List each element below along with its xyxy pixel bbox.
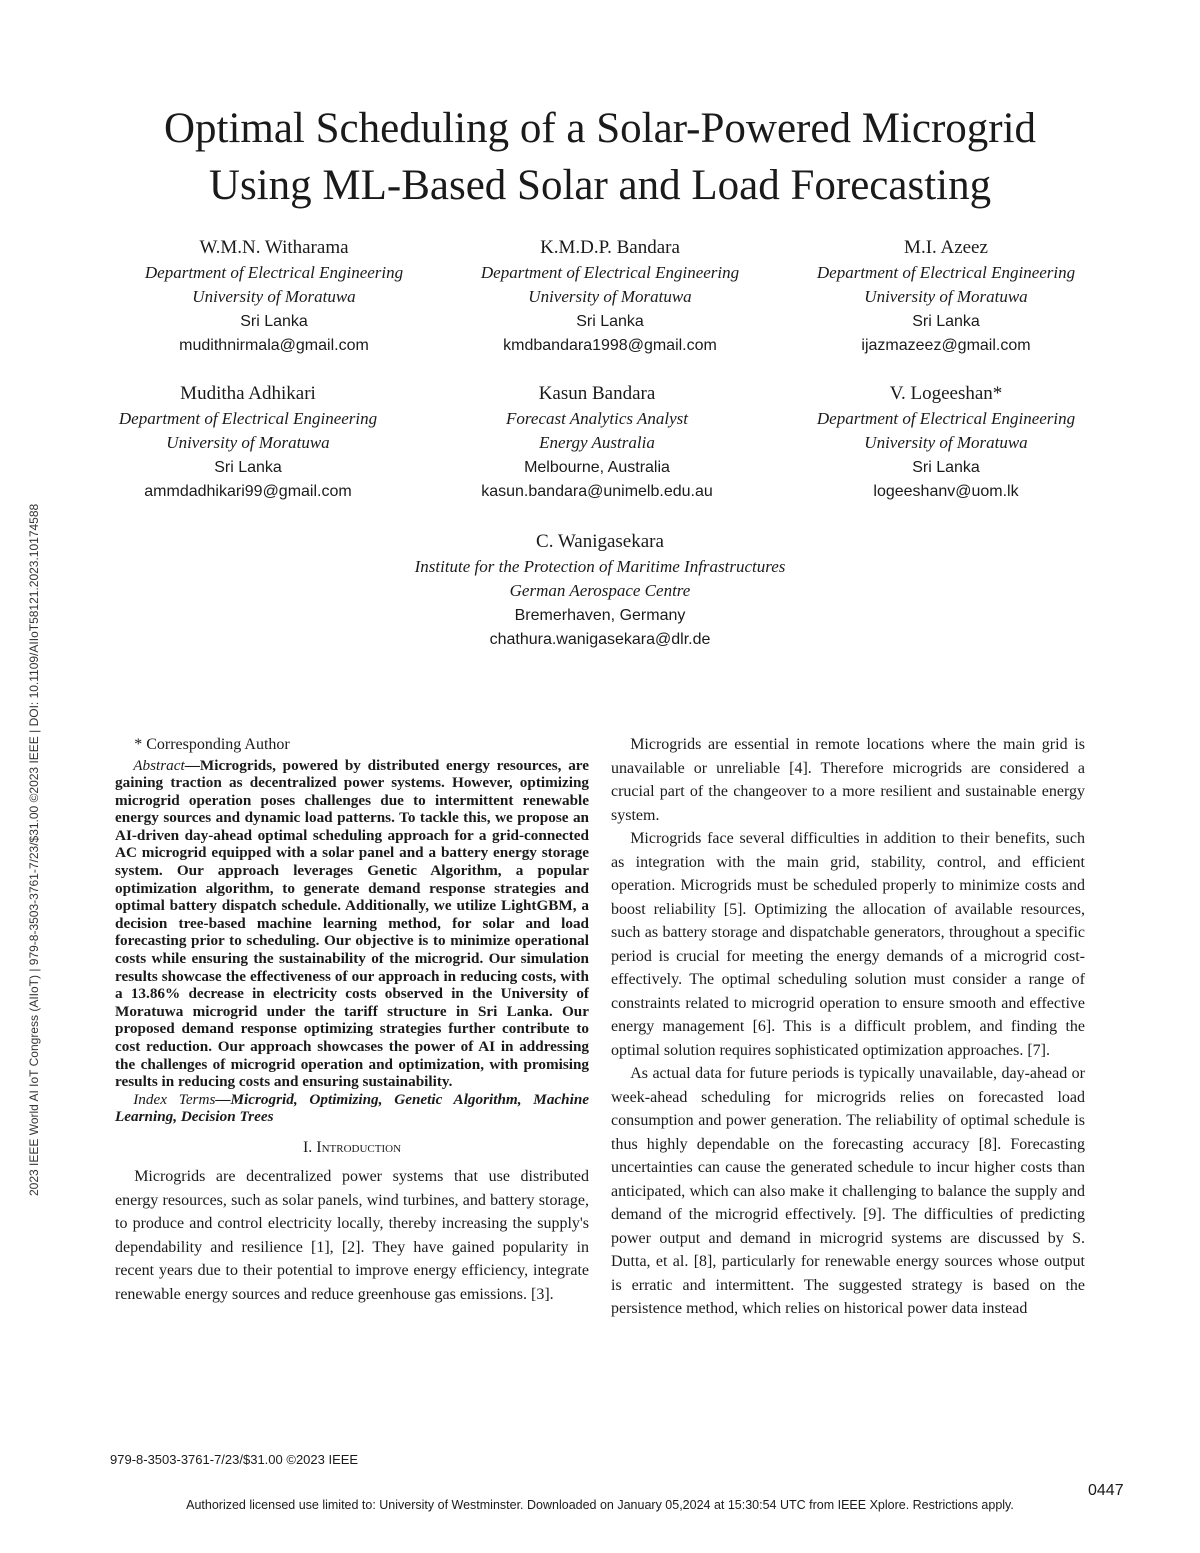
author-location: Sri Lanka: [912, 458, 980, 476]
doi-sidebar-text: 2023 IEEE World AI IoT Congress (AIIoT) | 979-8-3503-3761-7/23/$31.00 ©2023 IEEE | DOI: 10.1109/AIIoT58121.2023.10174588: [27, 503, 41, 1196]
author-name: Kasun Bandara: [538, 383, 656, 404]
author-block: [417, 382, 777, 505]
author-institution: University of Moratuwa: [528, 287, 692, 306]
abstract-label: Abstract: [133, 756, 185, 774]
paper-title: [0, 100, 1200, 214]
author-email: kmdbandara1998@gmail.com: [503, 337, 717, 354]
author-affiliation: Department of Electrical Engineering: [816, 408, 1076, 428]
author-affiliation: Institute for the Protection of Maritime Infrastructures: [414, 556, 786, 576]
corresponding-author-note: * Corresponding Author: [134, 736, 290, 753]
abstract-text: —Microgrids, powered by distributed energy resources, are gaining traction as decentralized power systems. However, optimizing microgrid operation poses challenges due to intermittent renewable energy sources and dynamic load patterns. To tackle this, we propose an AI-driven day-ahead optimal scheduling approach for a grid-connected AC microgrid equipped with a solar panel and a battery energy storage system. Our approach leverages Genetic Algorithm, a popular optimization algorithm, to generate demand response strategies and optimal battery dispatch schedule. Additionally, we utilize LightGBM, a decision tree-based machine learning method, for solar and load forecasting prior to scheduling. Our objective is to minimize operational costs while ensuring the sustainability of the microgrid. Our simulation results showcase the effectiveness of our approach in reducing costs, with a 13.86% decrease in electricity costs observed in the University of Moratuwa microgrid under the tariff structure in Sri Lanka. Our proposed demand response optimizing strategies further contribute to cost reduction. Our approach showcases the power of AI in addressing the challenges of microgrid operation and optimization, with promising results in reducing costs and ensuring sustainability.: [115, 756, 589, 1091]
intro-paragraph: Microgrids are decentralized power systems that use distributed energy resources, such as solar panels, wind turbines, and battery storage, to produce and control electricity locally, thereby increasing the supply's dependability and resilience [1], [2]. They have gained popularity in recent years due to their potential to improve energy efficiency, integrate renewable energy sources and reduce greenhouse gas emissions. [3].: [115, 1168, 589, 1303]
author-name: K.M.D.P. Bandara: [540, 237, 680, 258]
license-notice: Authorized licensed use limited to: University of Westminster. Downloaded on January 05,2024 at 15:30:54 UTC from IEEE Xplore. Restrictions apply.: [186, 1498, 1014, 1512]
title-line-2: Using ML-Based Solar and Load Forecasting: [208, 162, 992, 209]
author-name: Muditha Adhikari: [180, 383, 316, 404]
author-block: [766, 236, 1126, 359]
author-affiliation: Department of Electrical Engineering: [118, 408, 378, 428]
page-number: 0447: [1088, 1482, 1124, 1499]
author-location: Melbourne, Australia: [524, 458, 670, 476]
author-affiliation: Forecast Analytics Analyst: [506, 408, 688, 428]
author-institution: German Aerospace Centre: [509, 581, 691, 600]
index-terms: [115, 1091, 589, 1126]
author-institution: Energy Australia: [539, 433, 655, 452]
footer-identifier: 979-8-3503-3761-7/23/$31.00 ©2023 IEEE: [110, 1452, 359, 1467]
section-heading: I. Introduction: [302, 1138, 402, 1156]
author-name: V. Logeeshan*: [889, 383, 1003, 404]
author-block: [68, 382, 428, 505]
author-institution: University of Moratuwa: [192, 287, 356, 306]
author-block: [430, 236, 790, 359]
author-affiliation: Department of Electrical Engineering: [144, 262, 404, 282]
author-email: ammdadhikari99@gmail.com: [144, 483, 352, 500]
left-column: [115, 733, 589, 1306]
author-location: Sri Lanka: [240, 312, 308, 330]
author-email: ijazmazeez@gmail.com: [861, 337, 1031, 354]
author-location: Bremerhaven, Germany: [514, 606, 686, 624]
author-affiliation: Department of Electrical Engineering: [480, 262, 740, 282]
author-affiliation: Department of Electrical Engineering: [816, 262, 1076, 282]
author-name: M.I. Azeez: [904, 237, 988, 258]
author-institution: University of Moratuwa: [864, 287, 1028, 306]
index-terms-text: —Microgrid, Optimizing, Genetic Algorithm, Machine Learning, Decision Trees: [115, 1090, 590, 1126]
author-email: mudithnirmala@gmail.com: [179, 337, 369, 354]
author-institution: University of Moratuwa: [864, 433, 1028, 452]
title-line-1: Optimal Scheduling of a Solar-Powered Microgrid: [163, 105, 1037, 152]
author-institution: University of Moratuwa: [166, 433, 330, 452]
author-email: chathura.wanigasekara@dlr.de: [489, 631, 711, 648]
author-location: Sri Lanka: [912, 312, 980, 330]
author-block: [766, 382, 1126, 505]
index-terms-label: Index Terms: [133, 1090, 216, 1108]
author-block: [94, 236, 454, 359]
right-column: [611, 733, 1085, 1321]
author-name: W.M.N. Witharama: [199, 237, 349, 258]
body-paragraph: Microgrids are essential in remote locations where the main grid is unavailable or unreliable [4]. Therefore microgrids are considered a crucial part of the changeover to a more resilient and sustainable energy system.: [611, 736, 1085, 824]
abstract: [115, 757, 589, 1091]
body-paragraph: Microgrids face several difficulties in addition to their benefits, such as integration with the main grid, stability, control, and efficient operation. Microgrids must be scheduled properly to minimize costs and boost reliability [5]. Optimizing the allocation of available resources, such as battery storage and dispatchable generators, throughout a specific period is crucial for meeting the energy demands of a microgrid cost-effectively. The optimal scheduling solution must consider a range of constraints related to microgrid operation to ensure smooth and effective energy management [6]. This is a difficult problem, and finding the optimal solution requires sophisticated optimization approaches. [7].: [611, 830, 1085, 1059]
author-name: C. Wanigasekara: [536, 531, 664, 552]
body-paragraph: As actual data for future periods is typically unavailable, day-ahead or week-ahead scheduling for microgrids relies on forecasted load consumption and power generation. The reliability of optimal schedule is thus highly dependable on the forecasting accuracy [8]. Forecasting uncertainties can cause the generated schedule to incur higher costs than anticipated, which can also make it challenging to balance the supply and demand of the microgrid effectively. [9]. The difficulties of predicting power output and demand in microgrid systems are discussed by S. Dutta, et al. [8], particularly for renewable energy sources whose output is erratic and intermittent. The suggested strategy is based on the persistence method, which relies on historical power data instead: [611, 1065, 1085, 1317]
author-location: Sri Lanka: [576, 312, 644, 330]
author-email: kasun.bandara@unimelb.edu.au: [481, 483, 713, 500]
author-location: Sri Lanka: [214, 458, 282, 476]
author-email: logeeshanv@uom.lk: [873, 483, 1019, 500]
author-block: [350, 530, 850, 653]
